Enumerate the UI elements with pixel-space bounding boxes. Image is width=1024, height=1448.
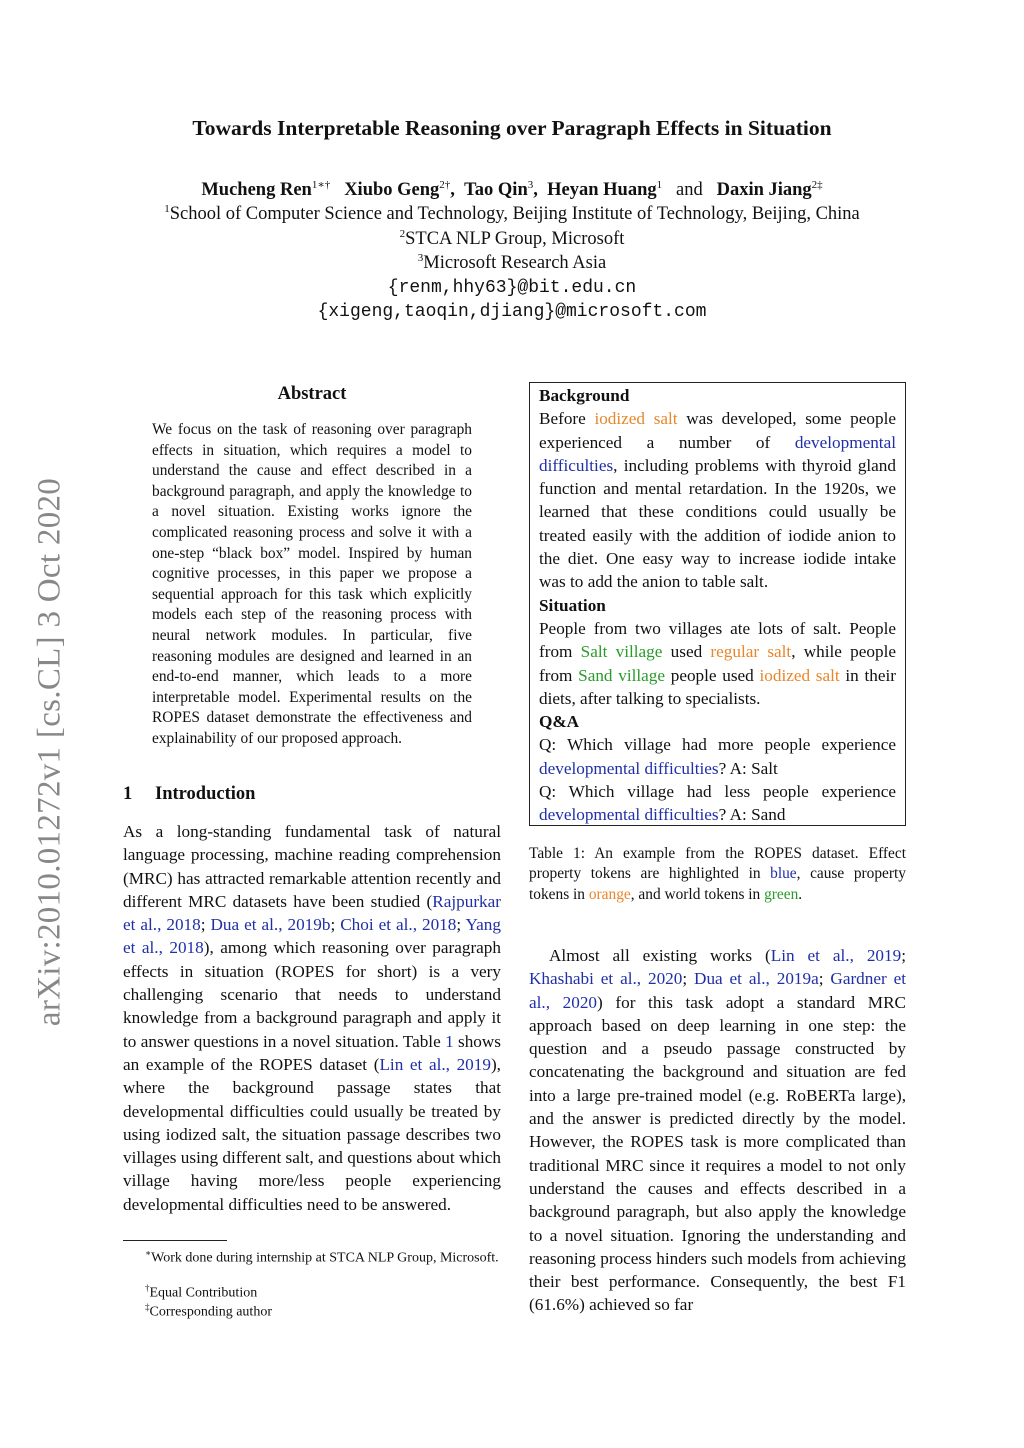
world-token: Sand village: [578, 665, 666, 685]
body-text: ;: [330, 915, 341, 935]
footnote: [123, 1244, 501, 1268]
footnote-mark: ∗: [145, 1248, 152, 1258]
world-token: Salt village: [580, 642, 663, 662]
affiliation-text: Microsoft Research Asia: [423, 253, 607, 274]
author-name: Daxin Jiang: [716, 180, 812, 201]
footnote-mark: ‡: [145, 1302, 150, 1312]
footnote-text: Corresponding author: [149, 1304, 272, 1320]
example-table: [529, 382, 906, 826]
cause-token: regular salt: [710, 642, 792, 662]
situation-text: People from two villages ate lots of salt. People from Salt village used regular salt, while people from Sand village people used iodized salt in their diets, after talking to specialists.: [539, 618, 896, 708]
legend-green: green: [764, 885, 799, 903]
situation-heading: Situation: [539, 595, 606, 615]
qa-heading: Q&A: [539, 712, 580, 732]
effect-token: developmental difficulties: [539, 758, 719, 778]
question-1: Q: Which village had more people experience developmental difficulties? A: Salt: [539, 735, 896, 778]
footnote-rule: [123, 1240, 227, 1241]
affiliation: [0, 228, 1024, 250]
body-text: ), where the background passage states that developmental difficulties could usually be treated by using iodized salt, the situation passage describes two villages using different salt, and questions about which village having more/less people experiencing developmental difficulties need to be answered.: [123, 1054, 501, 1214]
author-mark: 2‡: [811, 179, 823, 191]
footnote-text: Equal Contribution: [149, 1285, 258, 1301]
body-text: ;: [200, 915, 211, 935]
effect-token: developmental difficulties: [539, 805, 719, 825]
author-name: Xiubo Geng: [344, 180, 440, 201]
affiliation-text: School of Computer Science and Technology, Beijing Institute of Technology, Beijing, China: [169, 204, 860, 225]
citation-link[interactable]: Choi et al., 2018: [340, 915, 457, 935]
body-text: ;: [818, 969, 831, 989]
table-caption: Table 1: An example from the ROPES dataset. Effect property tokens are highlighted in blue, cause property tokens in orange, and world tokens in green.: [529, 845, 906, 903]
footnote-mark: †: [145, 1283, 150, 1293]
arxiv-stamp: arXiv:2010.01272v1 [cs.CL] 3 Oct 2020: [31, 477, 68, 1027]
paper-title: Towards Interpretable Reasoning over Paragraph Effects in Situation: [192, 116, 832, 140]
body-text: shows an example of the ROPES dataset (: [123, 1031, 501, 1074]
email: {renm,hhy63}@bit.edu.cn: [387, 278, 637, 298]
author-mark: 2†: [439, 179, 451, 191]
author-name: Mucheng Ren: [201, 180, 312, 201]
author-mark: 1: [656, 179, 663, 191]
affiliation-mark: 1: [164, 203, 170, 215]
citation-link[interactable]: Lin et al., 2019: [770, 946, 902, 965]
body-text: As a long-standing fundamental task of natural language processing, machine reading comprehension (MRC) has attracted remarkable attention recently and different MRC datasets have been studied (: [123, 822, 501, 911]
body-text: ;: [456, 915, 466, 935]
citation-link[interactable]: Khashabi et al., 2020: [529, 969, 683, 989]
legend-orange: orange: [588, 885, 631, 903]
background-text: Before iodized salt was developed, some people experienced a number of developmental difficulties, including problems with thyroid gland function and mental retardation. In the 1920s, we learned that these conditions could usually be treated easily with the addition of iodide anion to the diet. One easy way to increase iodide intake was to add the anion to table salt.: [539, 409, 896, 592]
citation-link[interactable]: Rajpurkar et al., 2018: [123, 891, 501, 935]
citation-link[interactable]: Gardner et al., 2020: [529, 969, 906, 1012]
intro-paragraph: [123, 820, 501, 1216]
body-text: ), among which reasoning over paragraph effects in situation (ROPES for short) is a very challenging scenario that needs to understand knowledge from a background paragraph and apply it to answer questions in a novel situation. Table: [123, 938, 501, 1051]
authors-and: and: [675, 180, 703, 201]
cause-token: iodized salt: [594, 409, 678, 429]
email: {xigeng,taoqin,djiang}@microsoft.com: [317, 302, 707, 322]
affiliation-text: STCA NLP Group, Microsoft: [405, 229, 625, 250]
section-number: 1: [123, 784, 133, 804]
footnote: [123, 1298, 523, 1322]
citation-link[interactable]: Dua et al., 2019b: [210, 915, 331, 935]
affiliation-mark: 2: [399, 228, 406, 240]
author-name: Heyan Huang: [547, 180, 657, 201]
body-text: ;: [682, 969, 695, 989]
body-text: ) for this task adopt a standard MRC approach based on deep learning in one step: the question and a pseudo passage constructed by concatenating the background and situation are fed into a large pre-trained model (e.g. RoBERTa large), and the answer is predicted directly by the model. However, the ROPES task is more complicated than traditional MRC since it requires a model to not only understand the causes and effects described in a background paragraph, but also apply the knowledge to a novel situation. Ignoring the understanding and reasoning process hinders such models from achieving their best performance. Consequently, the best F1 (61.6%) achieved so far: [529, 992, 906, 1315]
section-heading: [123, 784, 255, 805]
citation-link[interactable]: Lin et al., 2019: [379, 1054, 491, 1074]
author-mark: 3: [527, 179, 534, 191]
citation-link[interactable]: Dua et al., 2019a: [694, 969, 819, 989]
affiliation-mark: 3: [417, 252, 424, 264]
author-name: Tao Qin: [464, 180, 528, 201]
abstract-heading: Abstract: [277, 384, 347, 404]
table-ref-link[interactable]: 1: [445, 1031, 454, 1051]
affiliation: [0, 203, 1024, 225]
footnote-text: Work done during internship at STCA NLP Group, Microsoft.: [151, 1250, 499, 1266]
abstract-text: We focus on the task of reasoning over paragraph effects in situation, which requires a model to understand the cause and effect described in a background paragraph, and apply the knowledge to a novel situation. Existing works ignore the complicated reasoning process and solve it with a one-step “black box” model. Inspired by human cognitive processes, in this paper we propose a sequential approach for this task which explicitly models each step of the reasoning process with neural network modules. In particular, five reasoning modules are designed and learned in an end-to-end manner, which leads to a more interpretable model. Experimental results on the ROPES dataset demonstrate the effectiveness and explainability of our proposed approach.: [152, 421, 472, 747]
author-list: Mucheng Ren$^{1∗\dagger}$ Xiubo Geng$^{2\dagger}$, Tao Qin$^3$, Heyan Huang$^1$ and Daxin Jiang$^{2\ddagger}$: [201, 179, 823, 201]
background-heading: Background: [539, 386, 630, 405]
section-title: Introduction: [155, 784, 256, 804]
body-text: ;: [901, 946, 906, 965]
author-mark: 1∗†: [311, 179, 331, 191]
affiliation: [0, 252, 1024, 274]
body-text: Almost all existing works (: [549, 946, 771, 965]
cause-token: iodized salt: [759, 665, 840, 685]
citation-link[interactable]: Yang et al., 2018: [123, 915, 501, 958]
effect-token: developmental difficulties: [539, 432, 896, 475]
legend-blue: blue: [770, 865, 797, 883]
question-2: Q: Which village had less people experience developmental difficulties? A: Sand: [539, 782, 896, 825]
right-paragraph: [529, 944, 906, 1317]
